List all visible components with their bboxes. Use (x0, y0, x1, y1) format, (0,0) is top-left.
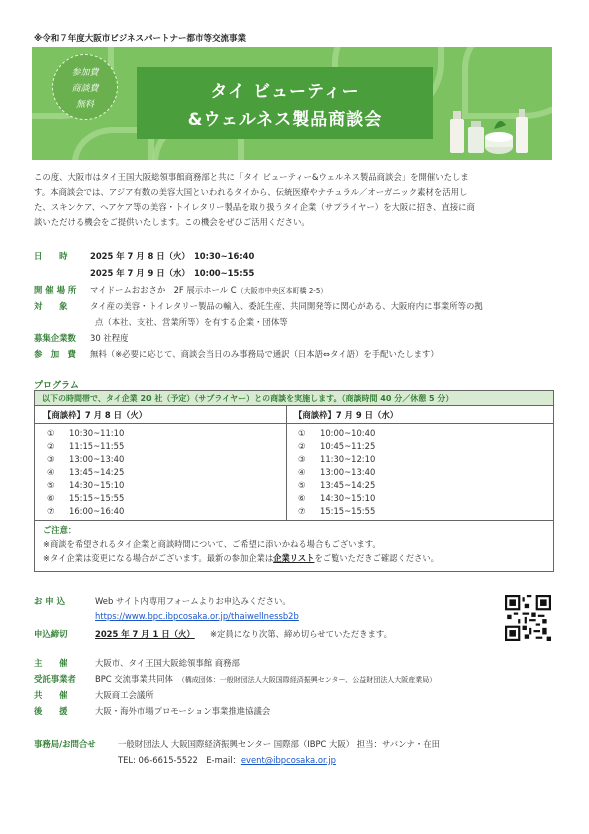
support-label: 後 援 (34, 706, 68, 716)
contractor-name: BPC 交流事業共同体 (95, 674, 173, 684)
slot-number: ⑤ (298, 480, 306, 490)
contractor (95, 673, 436, 685)
venue (90, 284, 327, 296)
qr-code-icon[interactable] (505, 595, 551, 641)
day2-column (286, 406, 553, 520)
fee-label: 参 加 費 (34, 349, 76, 359)
slot-time: 14:30~15:10 (320, 493, 376, 503)
slot-time: 11:30~12:10 (320, 454, 376, 464)
badge-line: 無料 (75, 100, 94, 110)
time-slot (47, 454, 124, 464)
contact-org: 一般財団法人 大阪国際経済振興センター 国際部（IBPC 大阪） 担当：サバンナ・在田 (118, 739, 441, 749)
slot-time: 11:15~11:55 (69, 441, 125, 451)
day1-column (35, 406, 287, 520)
slot-number: ③ (47, 454, 55, 464)
target-line-2: 点（本社、支社、営業所等）を有する企業・団体等 (95, 317, 288, 327)
divider (286, 423, 553, 424)
host-label: 主 催 (34, 658, 68, 668)
note-2-text: をご覧いただきご確認ください。 (314, 553, 439, 563)
contractor-members: （構成団体：一般財団法人大阪国際経済振興センター、公益財団法人大阪産業局） (181, 676, 437, 684)
slot-number: ⑤ (47, 480, 55, 490)
time-slot (47, 480, 124, 490)
time-slot (47, 428, 124, 438)
note-2-text: ※タイ企業は変更になる場合がございます。最新の参加企業は (43, 553, 274, 563)
intro-line: この度、大阪市はタイ王国大阪総領事館商務部と共に「タイ ビューティー&ウェルネス製品商談会」を開催いたしま (34, 172, 469, 182)
time-slot (298, 480, 375, 490)
time-slot (47, 441, 124, 451)
company-list-link[interactable]: 企業リスト (273, 553, 315, 563)
slot-time: 16:00~16:40 (69, 506, 125, 516)
program-table (34, 390, 554, 572)
intro-paragraph (34, 170, 558, 230)
divider (35, 423, 286, 424)
notes-box (35, 520, 553, 573)
slot-time: 13:00~13:40 (69, 454, 125, 464)
intro-line: た、スキンケア、ヘアケア等の美容・トイレタリー製品を取り扱うタイ企業（サプライヤー）を大阪に招き、直接に商 (34, 202, 475, 212)
intro-line: 談いただける機会をご提供いたします。この機会をぜひご活用ください。 (34, 217, 310, 227)
note-2 (43, 552, 439, 564)
venue-address: （大阪市中央区本町橋 2-5） (236, 287, 328, 295)
slot-time: 10:30~11:10 (69, 428, 125, 438)
slot-time: 10:00~10:40 (320, 428, 376, 438)
badge-line: 商談費 (71, 84, 99, 94)
date-1: 2025 年 7 月 8 日（火） 10:30~16:40 (90, 251, 255, 261)
contractor-label: 受託事業者 (34, 674, 76, 684)
slot-number: ② (298, 441, 306, 451)
time-slot (298, 467, 375, 477)
time-slot (47, 493, 124, 503)
fee: 無料（※必要に応じて、商談会当日のみ事務局で通訳（日本語⇔タイ語）を手配いたします） (90, 349, 439, 359)
slot-time: 13:00~13:40 (320, 467, 376, 477)
slot-number: ⑦ (298, 506, 306, 516)
program-title: プログラム (34, 381, 79, 391)
notes-title: ご注意： (43, 525, 77, 535)
date-label: 日 時 (34, 251, 68, 261)
slot-number: ⑥ (47, 493, 55, 503)
title-line-2: &ウェルネス製品商談会 (187, 110, 383, 130)
tel-text: TEL: 06-6615-5522 E-mail： (118, 755, 241, 765)
email-link[interactable]: event@ibpcosaka.or.jp (240, 755, 336, 765)
contact-tel (118, 754, 336, 766)
free-badge (52, 54, 118, 120)
day2-title: 【商談枠】7 月 9 日（水） (294, 410, 399, 420)
note-1: ※商談を希望されるタイ企業と商談時間について、ご希望に添いかねる場合もございます。 (43, 539, 381, 549)
apply-text: Web サイト内専用フォームよりお申込みください。 (95, 596, 291, 606)
slot-time: 15:15~15:55 (69, 493, 125, 503)
host: 大阪市、タイ王国大阪総領事館 商務部 (95, 658, 240, 668)
event-title (137, 67, 433, 139)
slot-time: 15:15~15:55 (320, 506, 376, 516)
target-label: 対 象 (34, 301, 68, 311)
venue-name: マイドームおおさか 2F 展示ホール C (90, 285, 237, 295)
slot-number: ② (47, 441, 55, 451)
slot-number: ③ (298, 454, 306, 464)
slot-time: 13:45~14:25 (320, 480, 376, 490)
contact-label: 事務局/お問合せ (34, 739, 96, 749)
slot-time: 14:30~15:10 (69, 480, 125, 490)
program-header: 以下の時間帯で、タイ企業 20 社（予定）（サプライヤー）との商談を実施します。（商談時間 40 分／休憩 5 分） (35, 391, 553, 406)
time-slot (298, 454, 375, 464)
slot-number: ① (47, 428, 55, 438)
title-line-1: タイ ビューティー (210, 82, 360, 102)
title-banner (32, 47, 552, 160)
date-2: 2025 年 7 月 9 日（水） 10:00~15:55 (90, 268, 255, 278)
deadline-note: ※定員になり次第、締め切らせていただきます。 (210, 629, 392, 639)
slot-time: 10:45~11:25 (320, 441, 376, 451)
time-slot (47, 467, 124, 477)
time-slot (298, 493, 375, 503)
target-line-1: タイ産の美容・トイレタリー製品の輸入、委託生産、共同開発等に関心がある、大阪府内に事業所等の拠 (90, 301, 483, 311)
time-slot (298, 441, 375, 451)
slot-number: ① (298, 428, 306, 438)
top-note: ※令和７年度大阪市ビジネスパートナー都市等交流事業 (34, 34, 247, 44)
time-slot (47, 506, 124, 516)
support: 大阪・海外市場プロモーション事業推進協議会 (95, 706, 271, 716)
apply-url-link[interactable]: https://www.bpc.ibpcosaka.or.jp/thaiwellnessb2b (95, 611, 299, 621)
slot-time: 13:45~14:25 (69, 467, 125, 477)
intro-line: す。本商談会では、アジア有数の美容大国といわれるタイから、伝統医療やナチュラル／オーガニック素材を活用し (34, 187, 468, 197)
badge-line: 参加費 (71, 68, 99, 78)
slot-number: ⑦ (47, 506, 55, 516)
slot-number: ⑥ (298, 493, 306, 503)
cohost: 大阪商工会議所 (95, 690, 154, 700)
venue-label: 開 催 場 所 (34, 285, 77, 295)
cohost-label: 共 催 (34, 690, 68, 700)
slot-number: ④ (47, 467, 55, 477)
company-count: 30 社程度 (90, 333, 129, 343)
count-label: 募集企業数 (34, 333, 76, 343)
slot-number: ④ (298, 467, 306, 477)
deadline: 2025 年 7 月 1 日（火） (95, 629, 195, 639)
time-slot (298, 506, 375, 516)
cosmetics-illustration-icon (444, 99, 534, 155)
apply-label: お 申 込 (34, 596, 65, 606)
day1-title: 【商談枠】7 月 8 日（火） (43, 410, 148, 420)
time-slot (298, 428, 375, 438)
deadline-label: 申込締切 (34, 629, 68, 639)
